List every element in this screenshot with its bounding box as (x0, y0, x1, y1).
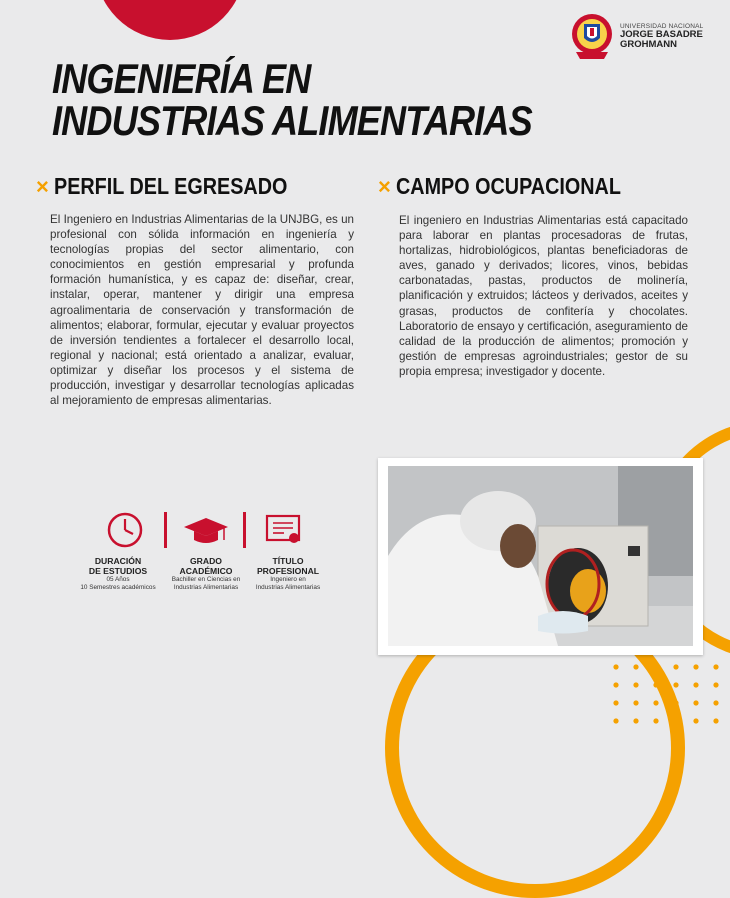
separator (243, 512, 246, 548)
clock-icon (105, 510, 145, 550)
logo-line-1: UNIVERSIDAD NACIONAL (620, 22, 704, 30)
decorative-red-circle (95, 0, 245, 40)
university-seal-icon (570, 12, 614, 62)
campo-heading-text: CAMPO OCUPACIONAL (395, 173, 621, 199)
diploma-icon (264, 510, 304, 550)
titulo-detail: Ingeniero en Industrias Alimentarias (255, 576, 321, 591)
perfil-heading (36, 173, 325, 200)
duracion-title: DURACIÓN DE ESTUDIOS (88, 556, 148, 576)
cross-bullet-icon: × (36, 173, 49, 199)
program-info-row (78, 510, 348, 610)
duracion-detail: 05 Años 10 Semestres académicos (80, 576, 156, 591)
separator (164, 512, 167, 548)
page-title-line-2: INDUSTRIAS ALIMENTARIAS (52, 97, 532, 144)
logo-line-3: GROHMANN (620, 39, 677, 51)
lab-scene-illustration (388, 466, 693, 646)
lab-photo-frame (378, 458, 703, 655)
university-logo (570, 12, 703, 62)
lab-photo (388, 466, 693, 646)
page-title-line-1: INGENIERÍA EN (52, 55, 311, 102)
page-title (52, 55, 532, 144)
grado-detail: Bachiller en Ciencias en Industrias Alimentarias (171, 576, 241, 591)
logo-line-2: JORGE BASADRE (620, 29, 703, 41)
decorative-dot-grid (606, 658, 730, 730)
titulo-title: TÍTULO PROFESIONAL (256, 556, 320, 576)
perfil-paragraph: El Ingeniero en Industrias Alimentarias de la UNJBG, es un profesional con sólida información en ingeniería y tecnologías propias del sector alimentario, con conocimientos en gestión empresarial y profunda formación humanística, y es capaz de: diseñar, crear, instalar, operar, mantener y dirigir una empresa agroalimentaria de conservación y transformación de alimentos; elaborar, formular, ejecutar y evaluar proyectos de inversión tendientes a fortalecer el desarrollo local, regional y nacional; está orientado a analizar, evaluar, optimizar y diseñar los procesos y el sistema de producción, investigar y desarrollar tecnologías aplicadas al mejoramiento de empresas alimentarias. (50, 213, 354, 408)
perfil-heading-text: PERFIL DEL EGRESADO (53, 173, 288, 199)
cross-bullet-icon: × (378, 173, 391, 199)
grado-title: GRADO ACADÉMICO (179, 556, 233, 576)
campo-paragraph: El ingeniero en Industrias Alimentarias está capacitado para laborar en plantas procesadoras de frutas, hortalizas, hidrobiológicos, plantas beneficiadoras de aves, ganado y derivados; licores, vinos, bebidas carbonatadas, pastas, productos de molinería, planificación y extruidos; lácteos y derivados, aceites y grasas, productos de confitería y chocolates. Laboratorio de ensayo y certificación, aseguramiento de calidad de la producción de alimentos; promoción y gestión de empresas agroindustriales; gestor de su propia empresa; investigador y docente. (399, 214, 688, 378)
campo-heading (378, 173, 657, 200)
graduation-cap-icon (182, 510, 230, 550)
